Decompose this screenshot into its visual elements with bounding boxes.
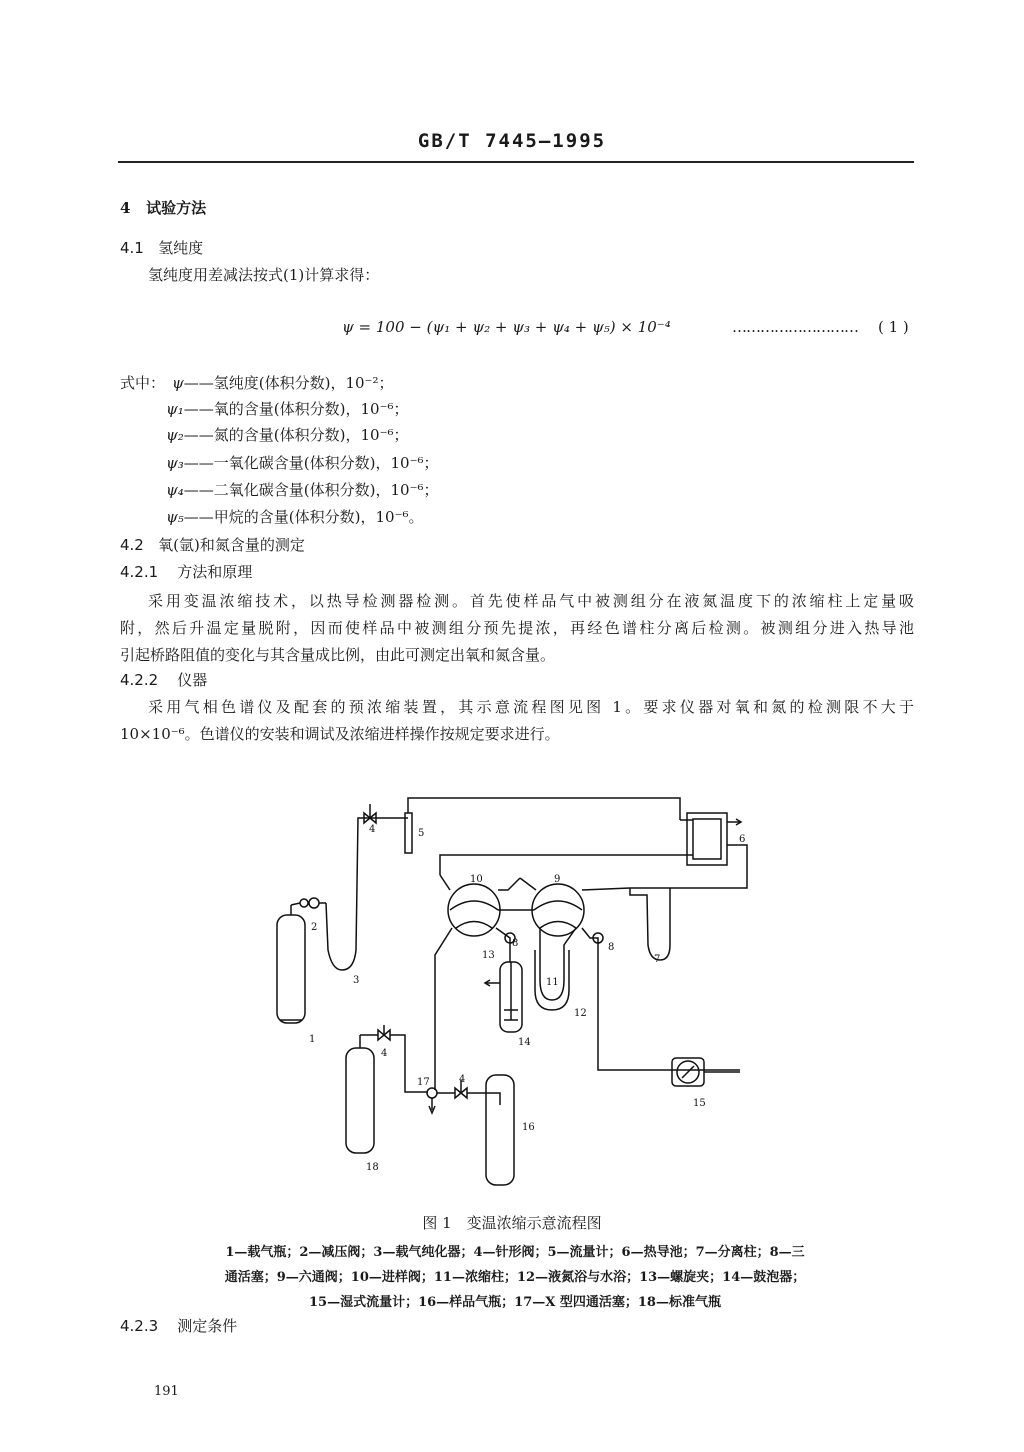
flow-meter [405,813,412,853]
section-4-1-intro: 氢纯度用差减法按式(1)计算求得： [148,266,380,284]
label-8: 8 [512,938,519,949]
label-4: 4 [459,1074,466,1085]
figure-legend-line: 1—载气瓶；2—减压阀；3—载气纯化器；4—针形阀；5—流量计；6—热导池；7—分离柱；8—三 [225,1245,805,1260]
symbol: ψ₄ [166,481,184,499]
definition-text: ——一氧化碳含量(体积分数)，10⁻⁶； [183,454,439,472]
formula-leader-dots: ……………………… [732,318,858,336]
definition-row [166,480,439,500]
six-way-valve [498,878,630,936]
symbol: ψ [172,374,184,392]
wet-flow-meter [672,1058,740,1086]
section-title: 测定条件 [177,1317,238,1335]
thermal-conductivity-cell [440,813,747,888]
section-4-1-heading [120,238,203,258]
section-number: 4.2.3 [120,1317,159,1335]
section-4-heading [120,198,206,218]
symbol: ψ₅ [166,508,184,526]
symbol: ψ₂ [166,426,184,444]
definition-row [172,373,394,393]
label-9: 9 [554,874,561,885]
paragraph-line: 引起桥路阻值的变化与其含量成比例，由此可测定出氧和氮含量。 [120,646,556,664]
label-5: 5 [418,828,425,839]
definition-text: ——氢纯度(体积分数)，10⁻²； [183,374,394,392]
label-16: 16 [522,1122,535,1133]
definition-row [166,507,424,527]
label-8: 8 [608,942,615,953]
paragraph-line: 采用气相色谱仪及配套的预浓缩装置，其示意流程图见图 1。要求仪器对氧和氮的检测限不大于 [148,698,914,716]
formula-number: ( 1 ) [878,318,909,336]
section-number: 4.2.1 [120,563,159,581]
bubbler [485,962,522,1032]
label-4: 4 [381,1048,388,1059]
label-4: 4 [369,824,376,835]
definition-row [166,425,409,445]
needle-valve [364,804,376,823]
sample-gas-cylinder [455,1075,514,1185]
figure-caption: 图 1 变温浓缩示意流程图 [422,1214,602,1232]
section-4-2-3-heading [120,1316,237,1336]
label-18: 18 [366,1162,379,1173]
standard-number: GB/T 7445—1995 [417,130,607,152]
section-title: 仪器 [177,671,208,689]
section-number: 4.1 [120,239,144,257]
label-10: 10 [470,874,483,885]
label-13: 13 [482,950,495,961]
separation-column [630,888,670,960]
standard-gas-cylinder [346,1025,428,1153]
section-4-2-heading [120,535,305,555]
definition-text: ——氮的含量(体积分数)，10⁻⁶； [183,426,409,444]
section-number: 4 [120,199,131,217]
section-title: 氧(氩)和氮含量的测定 [158,536,305,554]
section-number: 4.2 [120,536,144,554]
carrier-gas-cylinder [277,905,305,1023]
section-4-2-1-heading [120,562,252,582]
label-15: 15 [693,1098,706,1109]
concentration-column [535,928,576,1010]
definition-text: ——二氧化碳含量(体积分数)，10⁻⁶； [183,481,439,499]
label-7: 7 [654,954,661,965]
carrier-gas-purifier [326,818,370,970]
label-2: 2 [311,922,318,933]
definition-row [166,453,439,473]
definition-row [166,399,409,419]
paragraph-line: 采用变温浓缩技术，以热导检测器检测。首先使样品气中被测组分在液氮温度下的浓缩柱上定量吸 [148,592,914,610]
section-title: 方法和原理 [177,563,253,581]
label-6: 6 [739,834,746,845]
symbol: ψ₁ [166,400,184,418]
label-12: 12 [574,1008,587,1019]
section-title: 试验方法 [146,199,207,217]
section-number: 4.2.2 [120,671,159,689]
header-rule [118,161,914,163]
section-4-2-2-heading [120,670,207,690]
section-title: 氢纯度 [158,239,204,257]
formula: ψ = 100 − (ψ₁ + ψ₂ + ψ₃ + ψ₄ + ψ₅) × 10⁻⁴ [342,318,671,336]
definition-text: ——氧的含量(体积分数)，10⁻⁶； [183,400,409,418]
where-label: 式中： [120,374,166,392]
label-14: 14 [518,1037,531,1048]
figure-legend-line: 15—湿式流量计；16—样品气瓶；17—X 型四通活塞；18—标准气瓶 [309,1295,721,1310]
four-way-cock [427,1088,455,1113]
figure-legend-line: 通活塞；9—六通阀；10—进样阀；11—浓缩柱；12—液氮浴与水浴；13—螺旋夹；14—鼓泡器； [224,1270,806,1285]
definition-text: ——甲烷的含量(体积分数)，10⁻⁶。 [183,508,424,526]
label-1: 1 [309,1034,316,1045]
label-11: 11 [546,977,559,988]
symbol: ψ₃ [166,454,184,472]
pressure-regulator [291,898,326,908]
paragraph-line: 10×10⁻⁶。色谱仪的安装和调试及浓缩进样操作按规定要求进行。 [120,725,560,743]
page-number: 191 [154,1384,179,1399]
label-17: 17 [417,1077,430,1088]
label-3: 3 [353,975,360,986]
flow-diagram [260,780,780,1200]
paragraph-line: 附，然后升温定量脱附，因而使样品中被测组分预先提浓，再经色谱柱分离后检测。被测组分进入热导池 [120,619,914,637]
